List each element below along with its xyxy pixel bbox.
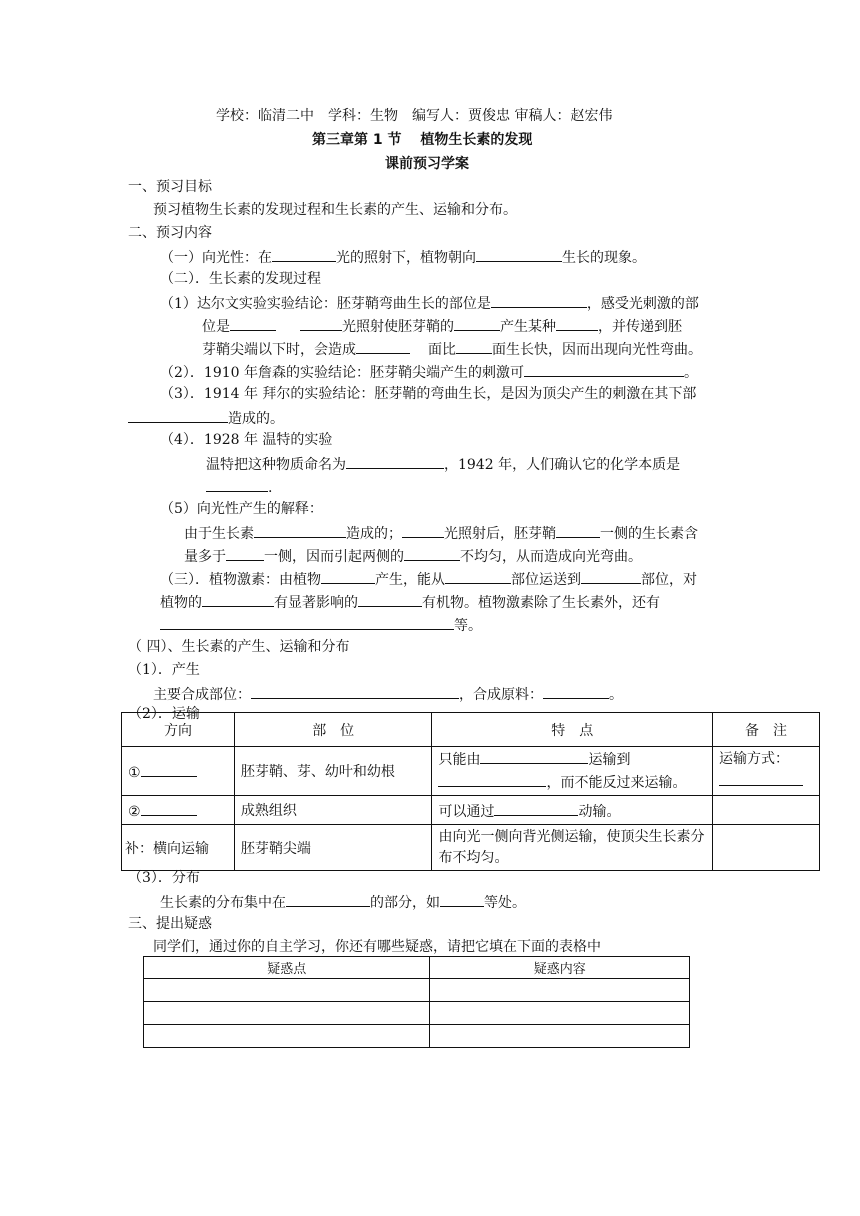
explain-line2 <box>184 545 642 567</box>
paal-line1: （3）．1914 年 拜尔的实验结论：胚芽鞘的弯曲生长，是因为顶尖产生的刺激在其下部 <box>160 386 697 402</box>
table-row <box>122 747 820 796</box>
hormone-text-b: 产生，能从 <box>375 572 445 588</box>
explain-text-a: 由于生长素 <box>184 526 254 542</box>
table-header-row <box>122 713 820 747</box>
table-row <box>122 825 820 871</box>
hormone-line2 <box>160 591 660 613</box>
feature-cell: 由向光一侧向背光侧运输，使顶尖生长素分布不均匀。 <box>432 825 713 871</box>
feature-text-a: 只能由 <box>438 752 481 768</box>
blank[interactable] <box>445 568 511 584</box>
produce-line <box>153 683 623 705</box>
section2-heading: 二、预习内容 <box>128 225 212 241</box>
header-question-content: 疑惑内容 <box>430 957 690 979</box>
note-text: 运输方式： <box>719 751 789 767</box>
blank[interactable] <box>476 246 562 262</box>
blank[interactable] <box>272 246 336 262</box>
note-cell <box>713 747 820 796</box>
produce-text-b: ，合成原料： <box>459 687 543 703</box>
blank[interactable] <box>346 453 444 469</box>
feature-text-b: 运输到 <box>588 752 631 768</box>
section1-heading: 一、预习目标 <box>128 179 212 195</box>
darwin-text-b: ，感受光刺激的部 <box>586 296 699 312</box>
blank[interactable] <box>128 407 228 423</box>
darwin-text-h: 面比 <box>428 342 456 358</box>
header-feature: 特 点 <box>432 713 713 747</box>
q1-text-c: 生长的现象。 <box>562 250 646 266</box>
went-line2 <box>206 476 272 498</box>
explain-text-g: 不均匀，从而造成向光弯曲。 <box>460 549 642 565</box>
question-point-cell[interactable] <box>144 1002 430 1025</box>
note-cell <box>713 796 820 825</box>
blank[interactable] <box>480 748 588 764</box>
direction-cell <box>122 747 235 796</box>
blank[interactable] <box>456 338 492 354</box>
blank[interactable] <box>160 614 454 630</box>
blank[interactable] <box>491 292 587 308</box>
distribution-text-a: 生长素的分布集中在 <box>160 895 286 911</box>
direction-cell <box>122 796 235 825</box>
explain-text-f: 一侧，因而引起两侧的 <box>264 549 404 565</box>
blank[interactable] <box>321 568 375 584</box>
darwin-text-a: （1）达尔文实验实验结论：胚芽鞘弯曲生长的部位是 <box>160 296 491 312</box>
section4-heading: （ 四）、生长素的产生、运输和分布 <box>128 639 350 655</box>
transport-heading: （2）．运输 <box>128 706 200 722</box>
hormone-text-d: 部位，对 <box>641 572 697 588</box>
hormone-text-c: 部位运送到 <box>511 572 581 588</box>
darwin-text-f: ，并传递到胚 <box>598 319 682 335</box>
blank[interactable] <box>226 545 264 561</box>
distribution-heading: （3）．分布 <box>128 870 200 886</box>
hormone-text-g: 有机物。植物激素除了生长素外，还有 <box>422 595 660 611</box>
header-note: 备 注 <box>713 713 820 747</box>
blank[interactable] <box>719 770 803 786</box>
part-cell: 成熟组织 <box>234 796 432 825</box>
produce-text-a: 主要合成部位： <box>153 687 251 703</box>
went-heading: （4）．1928 年 温特的实验 <box>160 432 333 448</box>
header-info: 学校：临清二中 学科：生物 编写人：贾俊忠 审稿人：赵宏伟 <box>216 108 613 124</box>
blank[interactable] <box>556 315 598 331</box>
question-point-cell[interactable] <box>144 979 430 1002</box>
blank[interactable] <box>202 591 274 607</box>
blank[interactable] <box>300 315 342 331</box>
section3-heading: 三、提出疑惑 <box>128 916 212 932</box>
page-subtitle: 课前预习学案 <box>385 156 469 172</box>
blank[interactable] <box>254 522 346 538</box>
went-text-c: . <box>268 480 273 496</box>
explain-text-b: 造成的； <box>346 526 402 542</box>
hormone-text-h: 等。 <box>454 618 482 634</box>
explain-text-d: 一侧的生长素含 <box>600 526 698 542</box>
jensen-text-b: 。 <box>684 365 698 381</box>
blank[interactable] <box>141 761 197 777</box>
explain-text-e: 量多于 <box>184 549 226 565</box>
went-text-a: 温特把这种物质命名为 <box>206 457 346 473</box>
feature-cell <box>432 796 713 825</box>
went-line1 <box>206 453 680 475</box>
darwin-text-e: 产生某种 <box>500 319 556 335</box>
blank[interactable] <box>356 338 410 354</box>
question-content-cell[interactable] <box>430 1002 690 1025</box>
section3-text: 同学们，通过你的自主学习，你还有哪些疑惑，请把它填在下面的表格中 <box>153 939 601 955</box>
distribution-text-c: 等处。 <box>484 895 526 911</box>
discovery-heading: （二）．生长素的发现过程 <box>160 271 321 287</box>
feature-text-b: 动输。 <box>578 803 621 820</box>
hormone-text-a: （三）．植物激素：由植物 <box>160 572 321 588</box>
darwin-text-d: 光照射使胚芽鞘的 <box>342 319 454 335</box>
blank[interactable] <box>286 891 370 907</box>
circled-2: ② <box>128 804 141 820</box>
q1-text-a: （一）向光性：在 <box>160 250 272 266</box>
paal-text-b: 造成的。 <box>228 411 284 427</box>
hormone-text-f: 有显著影响的 <box>274 595 358 611</box>
blank[interactable] <box>440 891 484 907</box>
blank[interactable] <box>358 591 422 607</box>
question-content-cell[interactable] <box>430 1025 690 1048</box>
question-point-cell[interactable] <box>144 1025 430 1048</box>
blank[interactable] <box>402 522 444 538</box>
header-direction: 方向 <box>122 713 235 747</box>
distribution-text-b: 的部分，如 <box>370 895 440 911</box>
phototropism-question <box>160 246 646 268</box>
produce-heading: （1）．产生 <box>128 662 200 678</box>
blank[interactable] <box>230 315 276 331</box>
hormone-line1 <box>160 568 697 590</box>
explain-line1 <box>184 522 698 544</box>
went-text-b: ，1942 年，人们确认它的化学本质是 <box>444 457 681 473</box>
blank[interactable] <box>206 476 268 492</box>
q1-text-b: 光的照射下，植物朝向 <box>336 250 476 266</box>
blank[interactable] <box>141 800 197 816</box>
blank[interactable] <box>556 522 600 538</box>
chapter-title: 第三章第 1 节 植物生长素的发现 <box>312 132 533 148</box>
table-row <box>144 1002 690 1025</box>
explain-text-c: 光照射后，胚芽鞘 <box>444 526 556 542</box>
blank[interactable] <box>543 683 609 699</box>
table-header-row <box>144 957 690 979</box>
part-cell: 胚芽鞘、芽、幼叶和幼根 <box>234 747 432 796</box>
feature-text-c: ，而不能反过来运输。 <box>546 775 687 791</box>
jensen-text-a: （2）．1910 年詹森的实验结论：胚芽鞘尖端产生的刺激可 <box>160 365 524 381</box>
header-part: 部 位 <box>234 713 432 747</box>
hormone-text-e: 植物的 <box>160 595 202 611</box>
blank[interactable] <box>404 545 460 561</box>
table-row <box>122 796 820 825</box>
question-content-cell[interactable] <box>430 979 690 1002</box>
darwin-text-i: 面生长快，因而出现向光性弯曲。 <box>492 342 702 358</box>
circled-1: ① <box>128 765 141 781</box>
distribution-line <box>160 891 526 913</box>
table-row <box>144 1025 690 1048</box>
section1-text: 预习植物生长素的发现过程和生长素的产生、运输和分布。 <box>153 202 517 218</box>
blank[interactable] <box>251 683 459 699</box>
explain-heading: （5）向光性产生的解释： <box>160 501 323 517</box>
darwin-line1 <box>160 292 699 314</box>
header-question-point: 疑惑点 <box>144 957 430 979</box>
direction-cell: 补：横向运输 <box>122 825 235 871</box>
table-row <box>144 979 690 1002</box>
blank[interactable] <box>524 361 684 377</box>
jensen-line <box>160 361 698 383</box>
blank[interactable] <box>454 315 500 331</box>
paal-line2 <box>128 407 284 429</box>
feature-cell <box>432 747 713 796</box>
darwin-text-c: 位是 <box>202 319 230 335</box>
blank[interactable] <box>581 568 641 584</box>
produce-text-c: 。 <box>609 687 623 703</box>
part-cell: 胚芽鞘尖端 <box>234 825 432 871</box>
blank[interactable] <box>438 771 546 787</box>
darwin-line3 <box>202 338 702 360</box>
darwin-text-g: 芽鞘尖端以下时，会造成 <box>202 342 356 358</box>
blank[interactable] <box>494 800 578 816</box>
hormone-line3 <box>160 614 482 636</box>
feature-text-a: 可以通过 <box>438 803 495 820</box>
note-cell <box>713 825 820 871</box>
questions-table <box>143 956 690 1048</box>
transport-table <box>121 712 820 871</box>
darwin-line2 <box>202 315 682 337</box>
